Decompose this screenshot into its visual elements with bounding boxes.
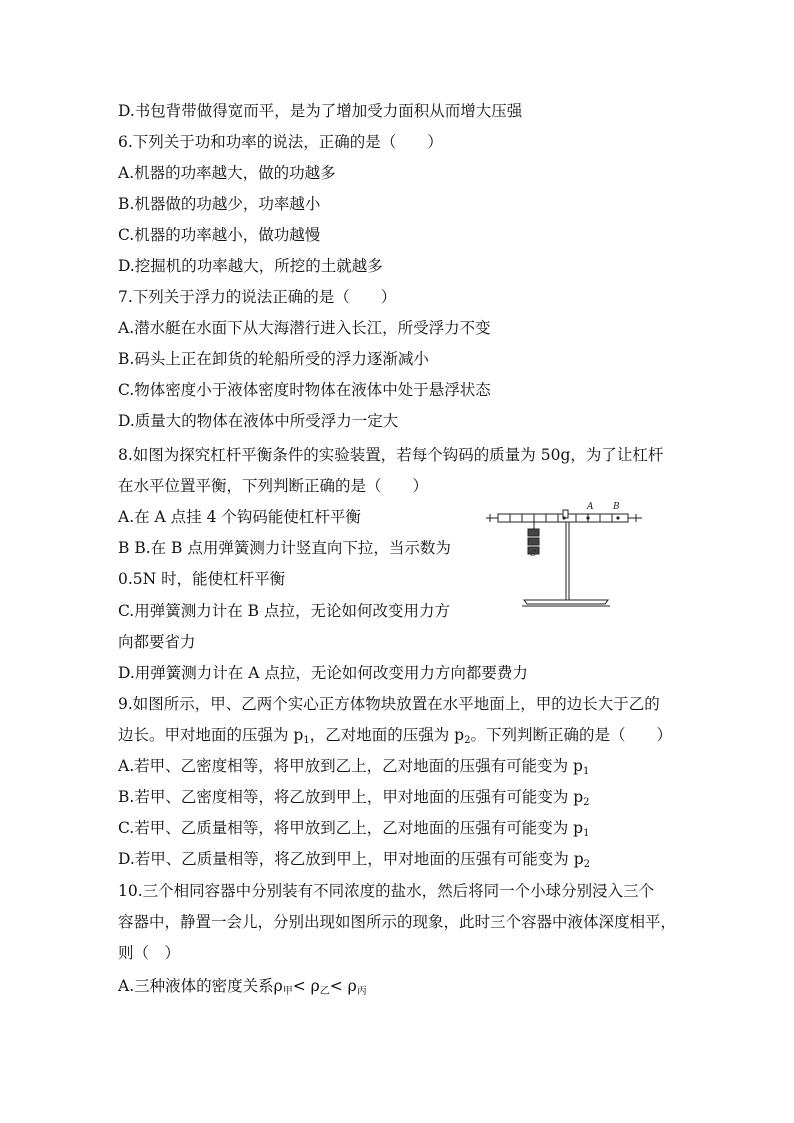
subscript-jia: 甲	[282, 986, 293, 997]
q10-stem-line2: 容器中，静置一会儿，分别出现如图所示的现象，此时三个容器中液体深度相平，	[118, 913, 677, 931]
subscript-1: 1	[582, 766, 590, 777]
q7-option-a: A.潜水艇在水面下从大海潜行进入长江，所受浮力不变	[118, 319, 491, 337]
lever-apparatus-figure	[484, 498, 644, 616]
subscript-2: 2	[464, 735, 471, 746]
lever-diagram	[484, 498, 644, 616]
q7-stem: 7.下列关于浮力的说法正确的是（ ）	[118, 288, 397, 306]
q9-stem-line1: 9.如图所示，甲、乙两个实心正方体物块放置在水平地面上，甲的边长大于乙的	[118, 695, 660, 713]
q9-text-part2: ，乙对地面的压强为 p	[309, 726, 465, 744]
subscript-bing: 丙	[356, 986, 367, 997]
subscript-1: 1	[303, 735, 310, 746]
point-b-label: B	[613, 502, 620, 512]
q8-option-b-line2: 0.5N 时，能使杠杆平衡	[118, 570, 286, 588]
q9-stem-line2	[118, 725, 672, 751]
q9-option-d	[118, 849, 590, 875]
subscript-1: 1	[583, 828, 590, 839]
q9-option-c-text: C.若甲、乙质量相等，将甲放到乙上，乙对地面的压强有可能变为 p	[118, 819, 584, 837]
q9-option-b-text: B.若甲、乙密度相等，将乙放到甲上，甲对地面的压强有可能变为 p	[118, 788, 584, 806]
point-c-label: C	[530, 549, 537, 558]
q7-option-c: C.物体密度小于液体密度时物体在液体中处于悬浮状态	[118, 381, 491, 399]
q8-option-c-line1: C.用弹簧测力计在 B 点拉，无论如何改变用力方	[118, 602, 450, 620]
less-than-rho-2: < ρ	[329, 977, 357, 995]
q5-option-d: D.书包背带做得宽而平，是为了增加受力面积从而增大压强	[118, 102, 523, 120]
q9-option-d-text: D.若甲、乙质量相等，将乙放到甲上，甲对地面的压强有可能变为 p	[118, 850, 584, 868]
q8-option-d: D.用弹簧测力计在 A 点拉，无论如何改变用力方向都要费力	[118, 664, 528, 682]
q9-text-part3: 。下列判断正确的是（ ）	[470, 726, 672, 744]
q6-option-b: B.机器做的功越少，功率越小	[118, 195, 321, 213]
subscript-2: 2	[583, 797, 590, 808]
q9-option-a	[118, 756, 589, 782]
subscript-yi: 乙	[319, 986, 330, 997]
subscript-2: 2	[583, 859, 591, 870]
q8-option-c-line2: 向都要省力	[118, 633, 196, 651]
q6-option-d: D.挖掘机的功率越大，所挖的土就越多	[118, 257, 383, 275]
q8-stem-line2: 在水平位置平衡，下列判断正确的是（ ）	[118, 477, 429, 495]
q9-option-b	[118, 787, 590, 813]
q6-option-c: C.机器的功率越小，做功越慢	[118, 226, 321, 244]
q8-option-b-line1: B B.在 B 点用弹簧测力计竖直向下拉，当示数为	[118, 539, 451, 557]
point-a-label: A	[587, 502, 594, 512]
q10-stem-line1: 10.三个相同容器中分别装有不同浓度的盐水，然后将同一个小球分别浸入三个	[118, 882, 655, 900]
q6-option-a: A.机器的功率越大，做的功越多	[118, 164, 336, 182]
less-than-rho-1: < ρ	[292, 977, 320, 995]
q10-option-a-text: A.三种液体的密度关系ρ	[118, 977, 283, 995]
q6-stem: 6.下列关于功和功率的说法，正确的是（ ）	[118, 133, 443, 151]
q10-stem-line3: 则（ ）	[118, 944, 181, 962]
q8-stem-line1: 8.如图为探究杠杆平衡条件的实验装置，若每个钩码的质量为 50g，为了让杠杆	[118, 446, 664, 464]
q9-option-c	[118, 818, 589, 844]
q8-option-a: A.在 A 点挂 4 个钩码能使杠杆平衡	[118, 508, 361, 526]
q7-option-d: D.质量大的物体在液体中所受浮力一定大	[118, 412, 399, 430]
q9-option-a-text: A.若甲、乙密度相等，将甲放到乙上，乙对地面的压强有可能变为 p	[118, 757, 583, 775]
q7-option-b: B.码头上正在卸货的轮船所受的浮力逐渐减小	[118, 350, 429, 368]
q9-text-part1: 边长。甲对地面的压强为 p	[118, 726, 304, 744]
q10-option-a	[118, 976, 367, 1002]
